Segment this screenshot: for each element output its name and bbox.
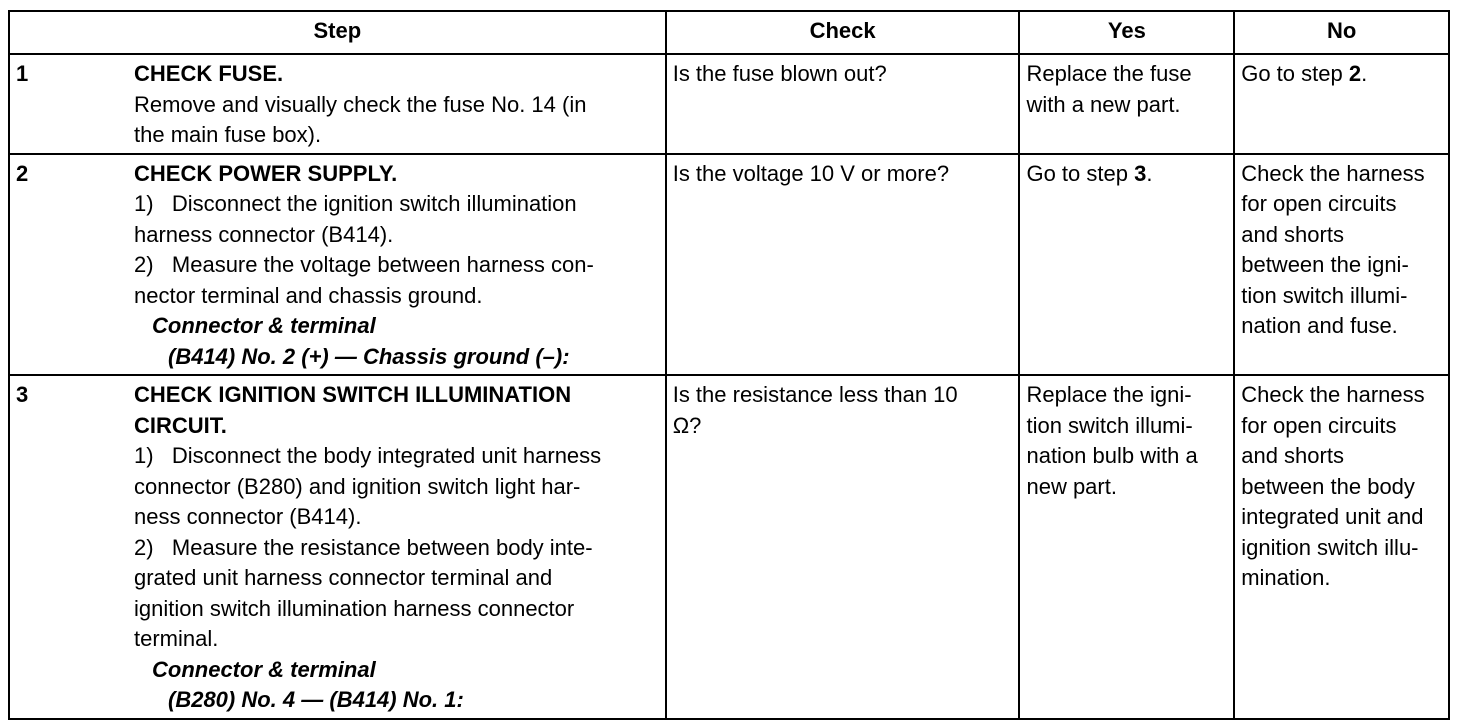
yes-cell (1019, 154, 1234, 376)
yes-line: Replace the igni- (1026, 382, 1192, 407)
no-line: between the igni- (1241, 252, 1409, 277)
step-line: the main fuse box). (134, 122, 322, 147)
step-number: 2 (16, 160, 29, 186)
step-line: 2) Measure the resistance between body inte- (134, 534, 593, 560)
step-title: CHECK FUSE. (134, 61, 284, 86)
no-line: mination. (1241, 565, 1331, 590)
step-line: 2) Measure the voltage between harness con- (134, 252, 594, 277)
step-title: CIRCUIT. (134, 412, 227, 438)
header-no: No (1234, 11, 1449, 54)
table-row (9, 154, 1449, 376)
no-cell (1234, 54, 1449, 154)
no-line: for open circuits (1241, 191, 1397, 216)
check-cell (666, 54, 1020, 154)
step-title: CHECK POWER SUPPLY. (134, 160, 398, 186)
no-suffix: . (1361, 61, 1368, 86)
yes-line: Replace the fuse (1026, 61, 1192, 86)
step-cell (9, 375, 666, 719)
step-line: ness connector (B414). (134, 504, 362, 529)
step-line: Remove and visually check the fuse No. 14 (in (134, 91, 587, 117)
no-line: integrated unit and (1241, 504, 1424, 529)
no-line: ignition switch illu- (1241, 534, 1419, 560)
connector-terminal-value: (B414) No. 2 (+) — Chassis ground (–): (168, 343, 570, 369)
check-cell (666, 154, 1020, 376)
table-row (9, 54, 1449, 154)
no-line: Check the harness (1241, 382, 1425, 407)
step-line: 1) Disconnect the ignition switch illumination (134, 191, 577, 216)
check-line: Is the fuse blown out? (672, 61, 887, 86)
step-line: terminal. (134, 626, 219, 651)
no-line: between the body (1241, 473, 1415, 499)
connector-terminal-label: Connector & terminal (152, 313, 376, 338)
check-line: Is the voltage 10 V or more? (672, 160, 950, 186)
yes-line: tion switch illumi- (1026, 412, 1193, 438)
step-line: nector terminal and chassis ground. (134, 282, 483, 308)
no-line: Check the harness (1241, 160, 1425, 186)
step-number: 3 (16, 382, 29, 407)
step-line: ignition switch illumination harness connector (134, 595, 575, 621)
no-prefix: Go to step (1241, 61, 1349, 86)
no-line: tion switch illumi- (1241, 282, 1408, 308)
yes-prefix: Go to step (1026, 160, 1135, 186)
no-step-ref: 2 (1348, 61, 1362, 86)
yes-line: with a new part. (1026, 91, 1181, 117)
yes-cell (1019, 54, 1234, 154)
header-check: Check (666, 11, 1020, 54)
step-number: 1 (16, 61, 29, 86)
no-line: and shorts (1241, 221, 1344, 247)
step-line: grated unit harness connector terminal and (134, 565, 553, 590)
yes-line (1026, 159, 1227, 190)
header-step: Step (9, 11, 666, 54)
no-cell (1234, 154, 1449, 376)
step-cell (9, 54, 666, 154)
step-cell (9, 154, 666, 376)
yes-line: new part. (1026, 473, 1117, 499)
step-title: CHECK IGNITION SWITCH ILLUMINATION (134, 382, 572, 407)
no-line (1241, 59, 1442, 90)
no-line: and shorts (1241, 443, 1344, 468)
step-line: connector (B280) and ignition switch light har- (134, 473, 581, 499)
yes-cell (1019, 375, 1234, 719)
table-row (9, 375, 1449, 719)
yes-step-ref: 3 (1134, 160, 1147, 186)
connector-terminal-value: (B280) No. 4 — (B414) No. 1: (168, 687, 464, 712)
no-line: nation and fuse. (1241, 313, 1398, 338)
header-row (9, 11, 1449, 54)
header-yes: Yes (1019, 11, 1234, 54)
connector-terminal-label: Connector & terminal (152, 656, 376, 682)
check-line: Is the resistance less than 10 (672, 382, 958, 407)
yes-suffix: . (1146, 160, 1153, 186)
check-line: Ω? (672, 412, 702, 438)
step-line: harness connector (B414). (134, 221, 394, 247)
yes-line: nation bulb with a (1026, 443, 1198, 468)
check-cell (666, 375, 1020, 719)
no-line: for open circuits (1241, 412, 1397, 438)
no-cell (1234, 375, 1449, 719)
step-line: 1) Disconnect the body integrated unit harness (134, 443, 602, 468)
diagnostic-table (8, 10, 1450, 720)
